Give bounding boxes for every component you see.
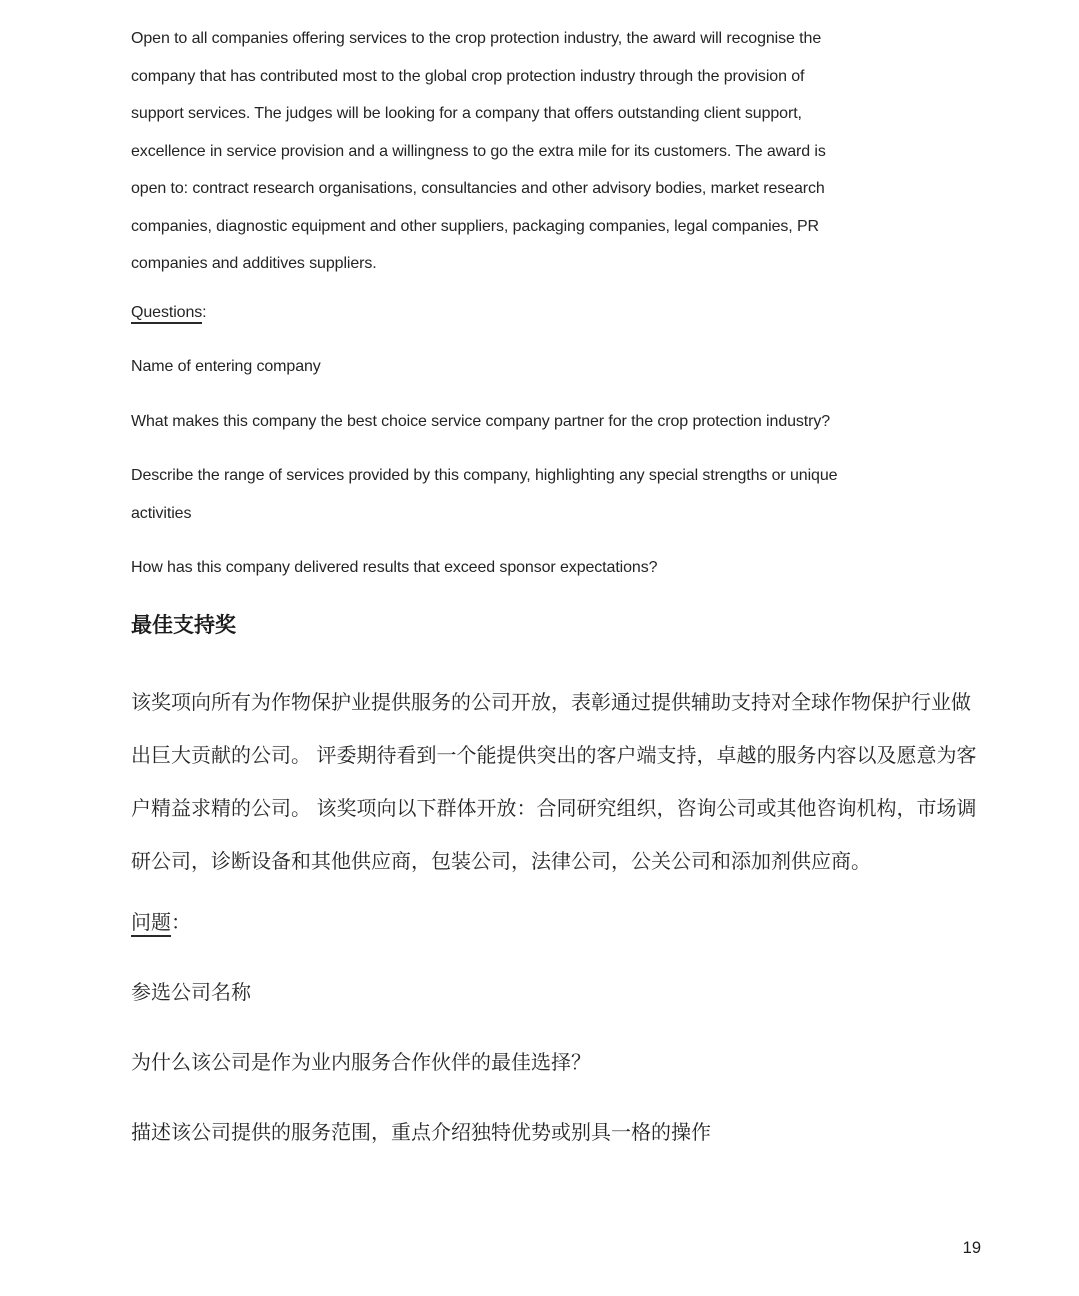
chinese-questions-label: 问题 xyxy=(131,912,171,937)
text-line: support services. The judges will be looking for a company that offers outstanding client support, xyxy=(131,105,802,122)
text-line: 户精益求精的公司。 该奖项向以下群体开放：合同研究组织，咨询公司或其他咨询机构，市场调 xyxy=(131,797,977,820)
text-line: company that has contributed most to the global crop protection industry through the provision of xyxy=(131,67,805,85)
text-line: companies and additives suppliers. xyxy=(131,255,377,272)
chinese-question-1 xyxy=(131,967,985,1020)
text-line: 出巨大贡献的公司。 评委期待看到一个能提供突出的客户端支持，卓越的服务内容以及愿意为客 xyxy=(131,744,977,767)
chinese-questions-heading xyxy=(131,897,985,950)
page-number: 19 xyxy=(962,1239,981,1257)
text-line: activities xyxy=(131,504,192,522)
text-line: open to: contract research organisations, consultancies and other advisory bodies, market research xyxy=(131,180,825,197)
english-questions-label: Questions xyxy=(131,304,202,324)
text-line: 参选公司名称 xyxy=(131,981,251,1004)
text-line: companies, diagnostic equipment and other suppliers, packaging companies, legal companies, PR xyxy=(131,217,819,235)
chinese-questions-colon: ： xyxy=(171,911,191,934)
text-line: How has this company delivered results that exceed sponsor expectations? xyxy=(131,559,658,576)
english-question-4 xyxy=(131,549,985,587)
text-line: Open to all companies offering services to the crop protection industry, the award will recognise the xyxy=(131,30,822,47)
english-intro-paragraph xyxy=(131,20,985,283)
text-line: Describe the range of services provided by this company, highlighting any special strengths or unique xyxy=(131,467,838,484)
english-question-2 xyxy=(131,403,985,441)
chinese-question-2 xyxy=(131,1037,985,1090)
text-line: excellence in service provision and a willingness to go the extra mile for its customers. The award is xyxy=(131,142,826,160)
text-line: 为什么该公司是作为业内服务合作伙伴的最佳选择？ xyxy=(131,1051,591,1074)
chinese-question-3 xyxy=(131,1107,985,1160)
chinese-award-heading: 最佳支持奖 xyxy=(131,613,236,637)
text-line: 描述该公司提供的服务范围，重点介绍独特优势或别具一格的操作 xyxy=(131,1121,711,1144)
english-questions-colon: : xyxy=(202,303,207,321)
text-line: 该奖项向所有为作物保护业提供服务的公司开放，表彰通过提供辅助支持对全球作物保护行业做 xyxy=(131,691,971,714)
english-questions-heading xyxy=(131,294,985,332)
chinese-intro-paragraph xyxy=(131,677,985,889)
text-line: 研公司，诊断设备和其他供应商，包装公司，法律公司，公关公司和添加剂供应商。 xyxy=(131,850,871,873)
page-content xyxy=(131,20,985,1160)
english-question-3 xyxy=(131,457,985,532)
text-line: Name of entering company xyxy=(131,358,321,375)
text-line: What makes this company the best choice service company partner for the crop protection industry? xyxy=(131,412,831,430)
english-question-1 xyxy=(131,348,985,386)
